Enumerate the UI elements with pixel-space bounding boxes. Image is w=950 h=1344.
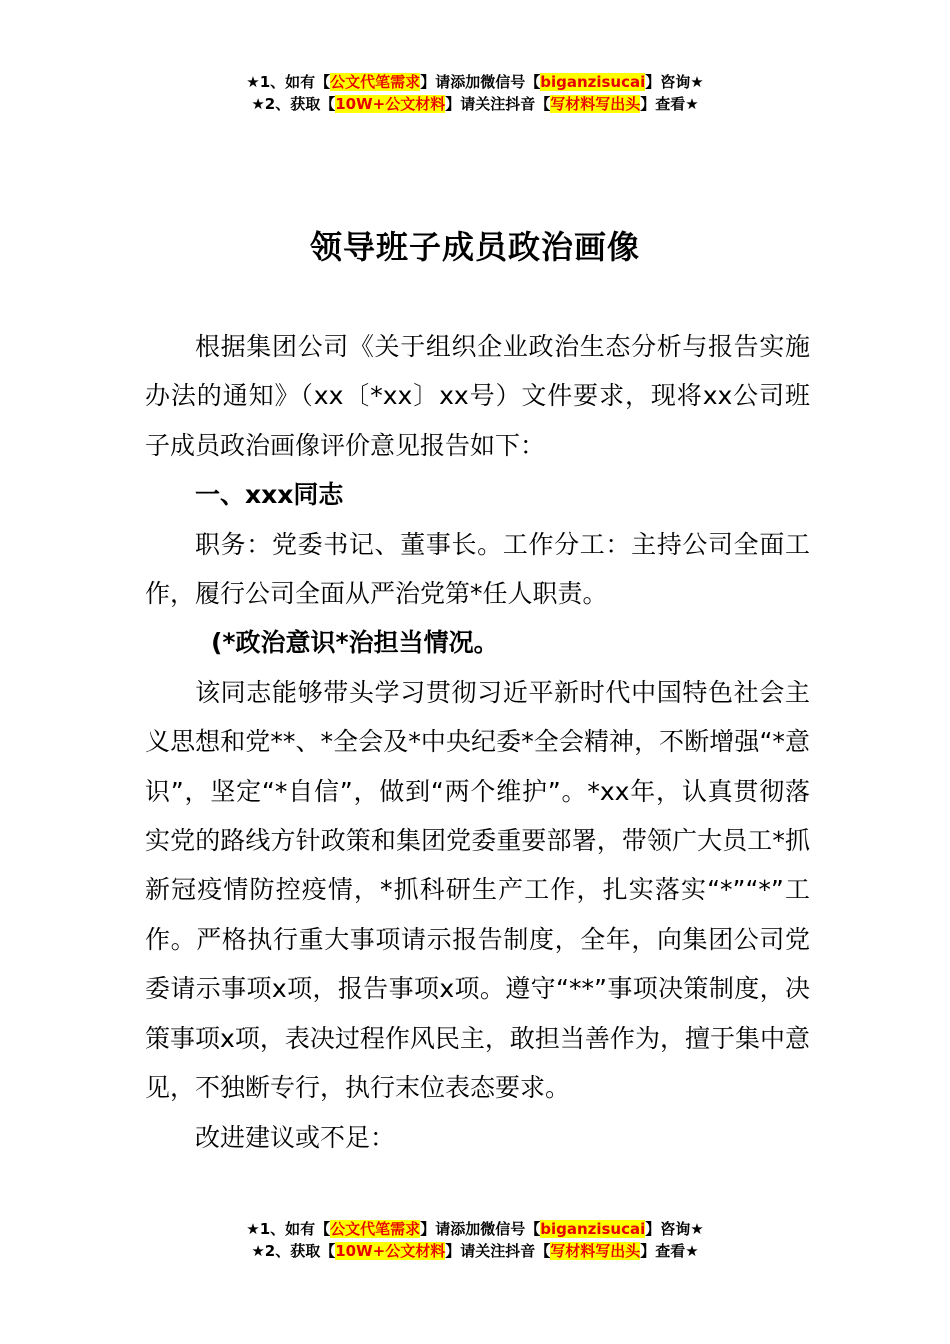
banner-highlight: 10W+公文材料 — [335, 95, 446, 113]
banner-text: 】请关注抖音【 — [445, 95, 551, 113]
improvement-label: 改进建议或不足： — [195, 1122, 396, 1152]
duty-paragraph: 职务：党委书记、董事长。工作分工：主持公司全面工作，履行公司全面从严治党第*任人职责。 — [145, 529, 810, 609]
banner-text: 】咨询★ — [645, 73, 704, 91]
section-heading: 一、xxx同志 — [195, 480, 344, 510]
bottom-banner — [0, 1218, 950, 1262]
document-title: 领导班子成员政治画像 — [309, 228, 640, 266]
banner-text: 】查看★ — [640, 1242, 699, 1260]
top-banner — [0, 71, 950, 115]
banner-highlight: biganzisucai — [540, 73, 646, 91]
banner-highlight: 公文代笔需求 — [330, 1220, 421, 1238]
banner-line-1 — [0, 1218, 950, 1240]
assessment-paragraph: 该同志能够带头学习贯彻习近平新时代中国特色社会主义思想和党**、*全会及*中央纪委*全会精神，不断增强“*意识”，坚定“*自信”，做到“两个维护”。*xx年，认真贯彻落实党的路线方针政策和集团党委重要部署，带领广大员工*抓新冠疫情防控疫情，*抓科研生产工作，扎实落实“*”“*”工作。严格执行重大事项请示报告制度，全年，向集团公司党委请示事项x项，报告事项x项。遵守“**”事项决策制度，决策事项x项，表决过程作风民主，敢担当善作为，擅于集中意见，不独断专行，执行末位表态要求。 — [145, 677, 810, 1103]
banner-highlight: 10W+公文材料 — [335, 1242, 446, 1260]
banner-text: 】查看★ — [640, 95, 699, 113]
banner-text: ★1、如有【 — [246, 1220, 331, 1238]
document-body — [145, 322, 810, 1162]
banner-text: ★2、获取【 — [251, 1242, 336, 1260]
banner-highlight: 写材料写出头 — [550, 95, 641, 113]
intro-paragraph: 根据集团公司《关于组织企业政治生态分析与报告实施办法的通知》（xx〔*xx〕xx号）文件要求，现将xx公司班子成员政治画像评价意见报告如下： — [145, 332, 810, 460]
banner-line-2 — [0, 93, 950, 115]
subsection-heading: (*政治意识*治担当情况。 — [211, 628, 499, 658]
banner-text: 】请添加微信号【 — [420, 1220, 541, 1238]
banner-text: 】请添加微信号【 — [420, 73, 541, 91]
banner-text: ★1、如有【 — [246, 73, 331, 91]
banner-line-2 — [0, 1240, 950, 1262]
banner-highlight: 写材料写出头 — [550, 1242, 641, 1260]
banner-text: 】请关注抖音【 — [445, 1242, 551, 1260]
banner-text: ★2、获取【 — [251, 95, 336, 113]
banner-text: 】咨询★ — [645, 1220, 704, 1238]
banner-highlight: 公文代笔需求 — [330, 73, 421, 91]
banner-line-1 — [0, 71, 950, 93]
banner-highlight: biganzisucai — [540, 1220, 646, 1238]
